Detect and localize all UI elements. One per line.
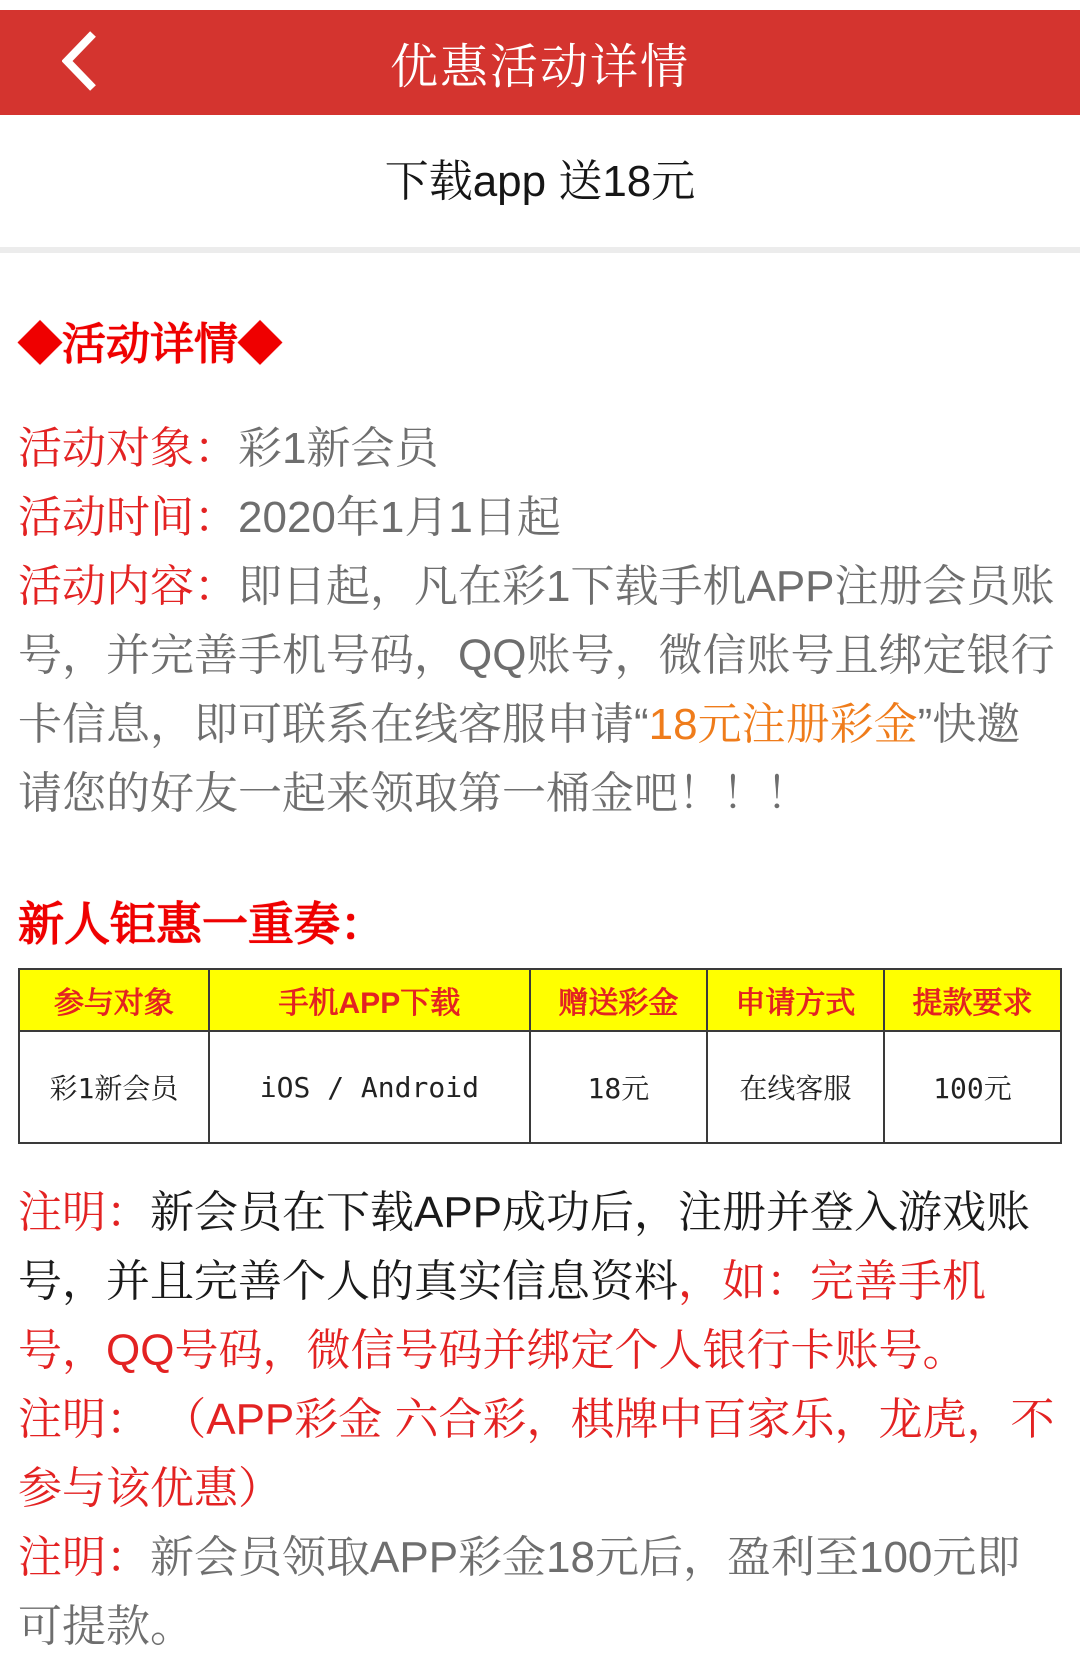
details-content-row	[18, 552, 1062, 828]
promo-heading: 新人钜惠一重奏：	[18, 898, 386, 950]
activity-subtitle-area	[0, 115, 1080, 247]
text-segment: 即日起，凡在彩1下载手机APP注册会员账号，并完善手机号码，QQ账号，微信账号且绑定银行卡信息，即可联系在线客服申请“	[18, 562, 1055, 749]
section-divider	[0, 247, 1080, 253]
text-segment: 活动内容：	[18, 562, 238, 611]
cell-participant: 彩1新会员	[19, 1031, 209, 1143]
col-header-bonus: 赠送彩金	[530, 969, 707, 1031]
text-segment: 彩1新会员	[238, 424, 439, 473]
header-bar	[0, 10, 1080, 115]
table-row	[19, 1031, 1061, 1143]
text-segment: ，如：完善手机号，QQ号码，微信号码并绑定个人银行卡账号。	[18, 1257, 986, 1375]
details-time-row	[18, 483, 1062, 552]
details-heading: ◆活动详情◆	[18, 320, 282, 369]
text-segment: 新会员在下载APP成功后，注册并登入游戏账号，并且完善个人的真实信息资料	[18, 1188, 1031, 1306]
activity-content	[0, 308, 1080, 1661]
table-header-row	[19, 969, 1061, 1031]
cell-app-download: iOS / Android	[209, 1031, 530, 1143]
text-segment: 2020年1月1日起	[238, 493, 561, 542]
promo-table	[18, 968, 1062, 1144]
col-header-participant: 参与对象	[19, 969, 209, 1031]
text-segment: 18元注册彩金	[648, 700, 918, 749]
details-paragraphs	[18, 414, 1062, 828]
col-header-app-download: 手机APP下载	[209, 969, 530, 1031]
note-row-2	[18, 1385, 1062, 1523]
cell-bonus: 18元	[530, 1031, 707, 1143]
back-button[interactable]	[40, 10, 120, 115]
text-segment: 注明：	[18, 1533, 150, 1582]
text-segment: 活动对象：	[18, 424, 238, 473]
notes-paragraphs	[18, 1178, 1062, 1661]
text-segment: 新会员领取APP彩金18元后，盈利至100元即可提款。	[18, 1533, 1021, 1651]
chevron-left-icon	[62, 29, 98, 96]
col-header-apply-method: 申请方式	[707, 969, 884, 1031]
cell-withdraw-req: 100元	[884, 1031, 1061, 1143]
details-target-row	[18, 414, 1062, 483]
text-segment: 活动时间：	[18, 493, 238, 542]
text-segment: ”快邀请您的好友一起来领取第一桶金吧！！！	[18, 700, 1021, 818]
note-row-3	[18, 1523, 1062, 1661]
page-title: 优惠活动详情	[389, 41, 690, 94]
status-strip	[0, 0, 1080, 10]
note-row-1	[18, 1178, 1062, 1385]
cell-apply-method: 在线客服	[707, 1031, 884, 1143]
text-segment: 注明： （APP彩金 六合彩，棋牌中百家乐，龙虎，不参与该优惠）	[18, 1395, 1055, 1513]
activity-subtitle: 下载app 送18元	[384, 157, 696, 206]
text-segment: 注明：	[18, 1188, 150, 1237]
col-header-withdraw-req: 提款要求	[884, 969, 1061, 1031]
